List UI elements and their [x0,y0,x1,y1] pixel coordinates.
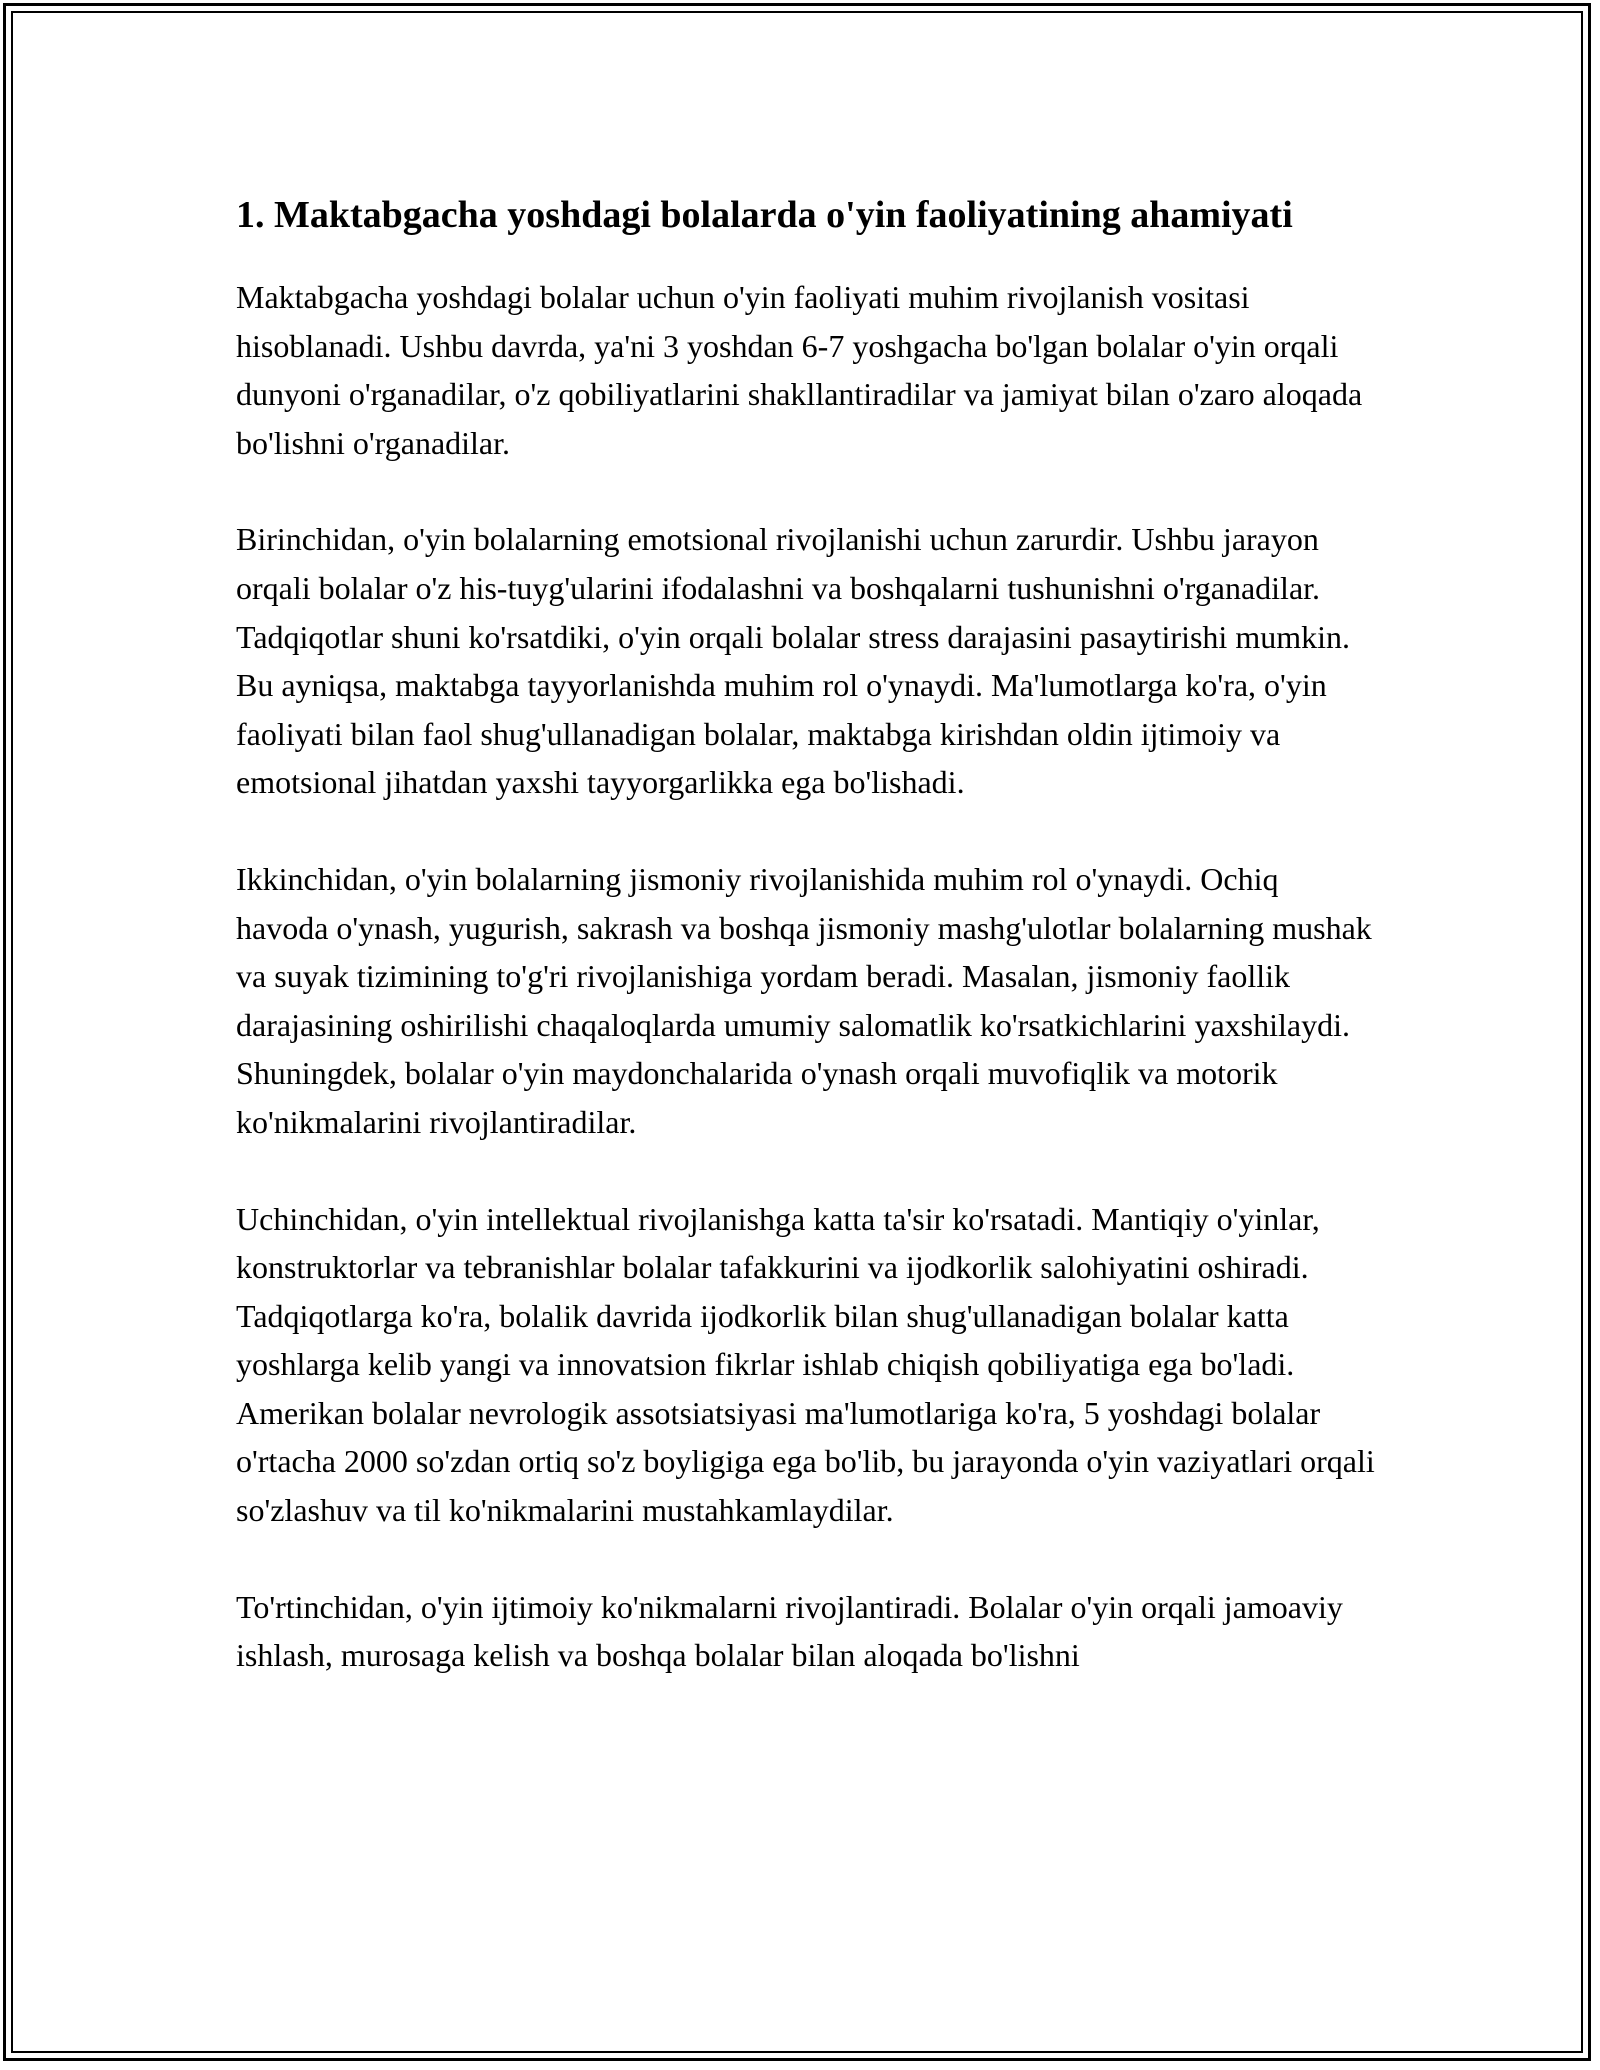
paragraph-social: To'rtinchidan, o'yin ijtimoiy ko'nikmalarni rivojlantiradi. Bolalar o'yin orqali jamoaviy ishlash, murosaga kelish va boshqa bolalar bilan aloqada bo'lishni [236,1588,1343,1674]
document-body [236,188,1376,1728]
paragraph-intro: Maktabgacha yoshdagi bolalar uchun o'yin faoliyati muhim rivojlanish vositasi hisoblanadi. Ushbu davrda, ya'ni 3 yoshdan 6-7 yoshgacha bo'lgan bolalar o'yin orqali dunyoni o'rganadilar, o'z qobiliyatlarini shakllantiradilar va jamiyat bilan o'zaro aloqada bo'lishni o'rganadilar. [236,279,1363,461]
paragraph-physical: Ikkinchidan, o'yin bolalarning jismoniy rivojlanishida muhim rol o'ynaydi. Ochiq havoda o'ynash, yugurish, sakrash va boshqa jismoniy mashg'ulotlar bolalarning mushak va suyak tizimining to'g'ri rivojlanishiga yordam beradi. Masalan, jismoniy faollik darajasining oshirilishi chaqaloqlarda umumiy salomatlik ko'rsatkichlarini yaxshilaydi. Shuningdek, bolalar o'yin maydonchalarida o'ynash orqali muvofiqlik va motorik ko'nikmalarini rivojlantiradilar. [236,860,1372,1140]
paragraph-intellectual: Uchinchidan, o'yin intellektual rivojlanishga katta ta'sir ko'rsatadi. Mantiqiy o'yinlar, konstruktorlar va tebranishlar bolalar tafakkurini va ijodkorlik salohiyatini oshiradi. Tadqiqotlarga ko'ra, bolalik davrida ijodkorlik bilan shug'ullanadigan bolalar katta yoshlarga kelib yangi va innovatsion fikrlar ishlab chiqish qobiliyatiga ega bo'ladi. Amerikan bolalar nevrologik assotsiatsiyasi ma'lumotlariga ko'ra, 5 yoshdagi bolalar o'rtacha 2000 so'zdan ortiq so'z boyligiga ega bo'lib, bu jarayonda o'yin vaziyatlari orqali so'zlashuv va til ko'nikmalarini mustahkamlaydilar. [236,1200,1375,1529]
section-heading: 1. Maktabgacha yoshdagi bolalarda o'yin faoliyatining ahamiyati [236,194,1293,236]
paragraph-emotional: Birinchidan, o'yin bolalarning emotsional rivojlanishi uchun zarurdir. Ushbu jarayon orqali bolalar o'z his-tuyg'ularini ifodalashni va boshqalarni tushunishni o'rganadilar. Tadqiqotlar shuni ko'rsatdiki, o'yin orqali bolalar stress darajasini pasaytirishi mumkin. Bu ayniqsa, maktabga tayyorlanishda muhim rol o'ynaydi. Ma'lumotlarga ko'ra, o'yin faoliyati bilan faol shug'ullanadigan bolalar, maktabga kirishdan oldin ijtimoiy va emotsional jihatdan yaxshi tayyorgarlikka ega bo'lishadi. [236,521,1350,801]
